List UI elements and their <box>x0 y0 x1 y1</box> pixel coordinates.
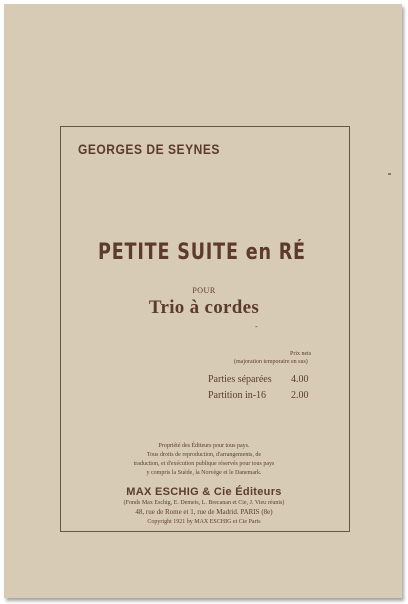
price-item-value: 4.00 <box>291 374 309 385</box>
price-note: (majoration temporaire en sus) <box>234 359 308 365</box>
copyright-line: Copyright 1921 by MAX ESCHIG et Cie Paris <box>147 519 261 525</box>
price-row <box>208 390 309 401</box>
price-header: Prix nets <box>290 351 312 357</box>
price-row <box>208 374 309 385</box>
publisher-firm: (Fonds Max Eschig, E. Demets, L. Brecanan et Cie, J. Vieu réunis) <box>123 500 285 506</box>
publisher-address: 48, rue de Rome et 1, rue de Madrid. PARIS (8e) <box>135 508 273 516</box>
publisher-name: MAX ESCHIG & Cie Éditeurs <box>126 486 282 498</box>
rights-line: traduction, et d'exécution publique réservés pour tous pays <box>133 461 275 467</box>
pour-label: POUR <box>192 286 216 295</box>
rights-line: Propriété des Éditeurs pour tous pays. <box>158 443 250 449</box>
paper-mark <box>388 173 391 175</box>
rights-line: y compris la Suède, la Norvège et le Danemark. <box>146 470 262 476</box>
price-item-label: Parties séparées <box>208 374 272 385</box>
instrumentation: Trio à cordes <box>148 297 260 318</box>
price-item-value: 2.00 <box>291 390 309 401</box>
separator-dash: - <box>255 322 258 331</box>
work-title: PETITE SUITE en RÉ <box>98 240 306 265</box>
rights-line: Tous droits de reproduction, d'arrangements, de <box>146 452 262 458</box>
composer-name: GEORGES DE SEYNES <box>78 141 220 157</box>
price-item-label: Partition in-16 <box>208 390 267 401</box>
